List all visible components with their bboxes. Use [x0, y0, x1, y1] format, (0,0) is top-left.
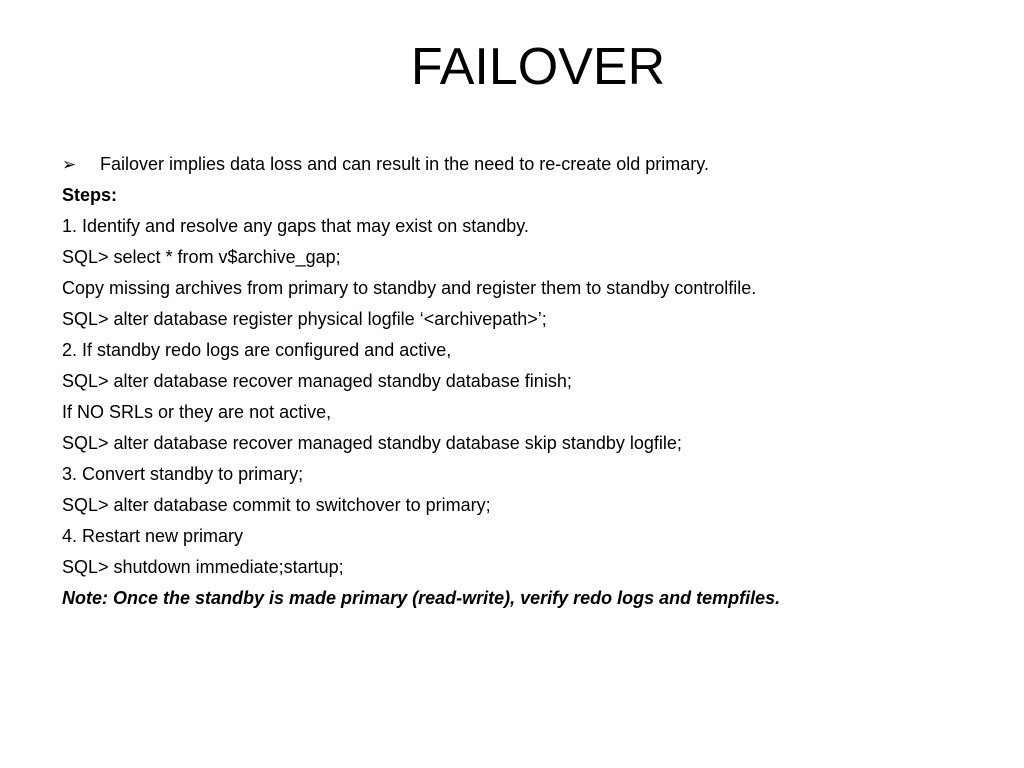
body-line-step1: 1. Identify and resolve any gaps that may exist on standby. — [62, 216, 529, 236]
body-line-sql-shutdown-startup: SQL> shutdown immediate;startup; — [62, 557, 344, 577]
arrow-bullet-icon: ➢ — [62, 155, 77, 174]
bullet-item — [62, 149, 1002, 180]
body-line-sql-register-logfile: SQL> alter database register physical logfile ‘<archivepath>’; — [62, 309, 547, 329]
body-line-step4: 4. Restart new primary — [62, 526, 244, 546]
body-line-sql-commit-switchover: SQL> alter database commit to switchover to primary; — [62, 495, 491, 515]
body-line-copy-archives: Copy missing archives from primary to standby and register them to standby controlfile. — [62, 278, 757, 298]
body-line-sql-archive-gap: SQL> select * from v$archive_gap; — [62, 247, 341, 267]
slide-body — [62, 149, 1002, 614]
body-line-step2: 2. If standby redo logs are configured and active, — [62, 340, 452, 360]
bullet-text: Failover implies data loss and can result in the need to re-create old primary. — [100, 154, 709, 174]
body-line-sql-recover-finish: SQL> alter database recover managed standby database finish; — [62, 371, 572, 391]
body-line-step3: 3. Convert standby to primary; — [62, 464, 304, 484]
slide-title: FAILOVER — [410, 38, 666, 96]
body-line-no-srls: If NO SRLs or they are not active, — [62, 402, 332, 422]
note-line: Note: Once the standby is made primary (read-write), verify redo logs and tempfiles. — [62, 588, 781, 608]
steps-heading: Steps: — [62, 185, 118, 205]
body-line-sql-skip-logfile: SQL> alter database recover managed standby database skip standby logfile; — [62, 433, 682, 453]
